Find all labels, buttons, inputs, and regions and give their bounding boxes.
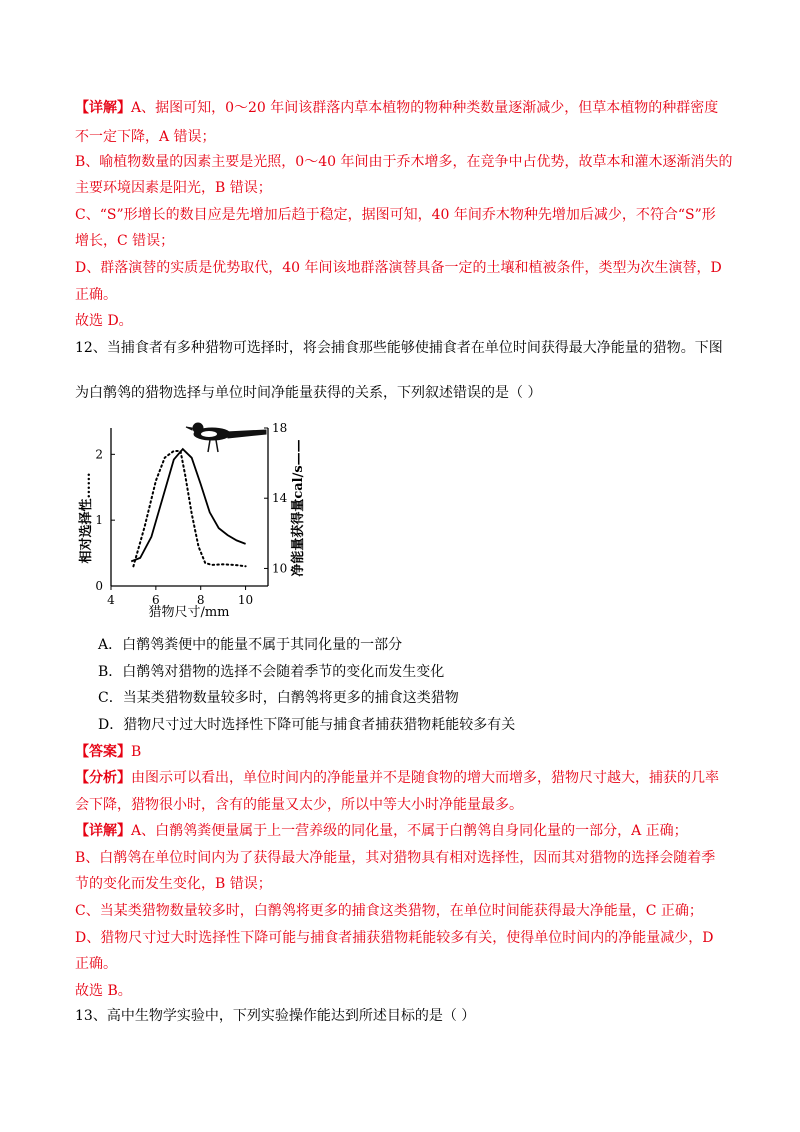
y-left-tick-label: 1: [95, 513, 103, 528]
x-tick-label: 10: [237, 593, 254, 607]
option-c: C．当某类猎物数量较多时，白鹡鸰将更多的捕食这类猎物: [98, 690, 459, 706]
q11-detail-b-line2: 主要环境因素是阳光，B 错误；: [75, 180, 272, 196]
x-axis-label: 猎物尺寸/mm: [148, 605, 230, 620]
q11-conclusion: 故选 D。: [75, 313, 133, 329]
q12-analysis-line2: 会下降，猎物很小时，含有的能量又太少，所以中等大小时净能量最多。: [75, 797, 523, 813]
prey-selection-chart: [78, 418, 328, 628]
option-d: D．猎物尺寸过大时选择性下降可能与捕食者捕获猎物耗能较多有关: [98, 717, 516, 733]
x-tick-label: 8: [196, 593, 205, 607]
q11-detail-d-line1: D、群落演替的实质是优势取代，40 年间该地群落演替具备一定的土壤和植被条件，类型为次生演替，D: [75, 260, 722, 276]
emphasis-char: 错: [453, 385, 467, 401]
series-relative-selectivity: [133, 451, 245, 566]
q11-detail-b-line1: B、喻植物数量的因素主要是光照，0～40 年间由于乔木增多，在竞争中占优势，故草本和灌木逐渐消失的: [75, 154, 733, 170]
q11-detail-c-line2: 增长，C 错误；: [75, 233, 175, 249]
q12-stem-line2: 为白鹡鸰的猎物选择与单位时间净能量获得的关系，下列叙述错误的是（ ）: [75, 385, 542, 401]
wagtail-bird-icon: [186, 423, 266, 452]
q11-detail-a-line1: 【详解】A、据图可知，0～20 年间该群落内草本植物的物种种类数量逐渐减少，但草本植物的种群密度: [75, 100, 719, 116]
option-a: A．白鹡鸰粪便中的能量不属于其同化量的一部分: [98, 637, 403, 653]
q12-detail-d-line2: 正确。: [75, 956, 117, 972]
q12-detail-b-line1: B、白鹡鸰在单位时间内为了获得最大净能量，其对猎物具有相对选择性，因而其对猎物的选择会随着季: [75, 850, 716, 866]
q12-stem-line1: 12、当捕食者有多种猎物可选择时，将会捕食那些能够使捕食者在单位时间获得最大净能量的猎物。下图: [75, 340, 723, 356]
q12-analysis-line1: 【分析】由图示可以看出，单位时间内的净能量并不是随食物的增大而增多，猎物尺寸越大，捕获的几率: [75, 770, 719, 786]
y-left-tick-label: 0: [95, 579, 103, 593]
q11-detail-c-line1: C、“S”形增长的数目应是先增加后趋于稳定，据图可知，40 年间乔木物种先增加后减少，不符合“S”形: [75, 207, 716, 223]
option-b: B．白鹡鸰对猎物的选择不会随着季节的变化而发生变化: [98, 664, 445, 680]
q12-detail-c: C、当某类猎物数量较多时，白鹡鸰将更多的捕食这类猎物，在单位时间能获得最大净能量，C 正确；: [75, 903, 703, 919]
q11-detail-a-line2: 不一定下降，A 错误；: [75, 129, 216, 145]
q12-conclusion: 故选 B。: [75, 983, 132, 999]
q12-answer: 【答案】B: [75, 744, 142, 760]
x-tick-label: 6: [152, 593, 160, 607]
x-tick-label: 4: [107, 593, 115, 607]
y-right-tick-label: 18: [272, 421, 288, 435]
q11-detail-d-line2: 正确。: [75, 287, 117, 303]
q13-stem: 13、高中生物学实验中，下列实验操作能达到所述目标的是（ ）: [75, 1008, 476, 1024]
right-axis-label: 净能量获得量cal/s——: [291, 439, 306, 577]
emphasis-char: 误: [467, 385, 481, 401]
q12-detail-b-line2: 节的变化而发生变化，B 错误；: [75, 876, 272, 892]
y-left-tick-label: 2: [95, 447, 103, 462]
y-right-tick-label: 10: [272, 561, 288, 576]
y-right-tick-label: 14: [272, 491, 288, 506]
series-net-energy: [131, 449, 245, 561]
q12-detail-d-line1: D、猎物尺寸过大时选择性下降可能与捕食者捕获猎物耗能较多有关，使得单位时间内的净能量减少，D: [75, 930, 714, 946]
left-axis-label: 相对选择性……: [79, 472, 94, 564]
q12-detail-a: 【详解】A、白鹡鸰粪便量属于上一营养级的同化量，不属于白鹡鸰自身同化量的一部分，A 正确；: [75, 823, 688, 839]
